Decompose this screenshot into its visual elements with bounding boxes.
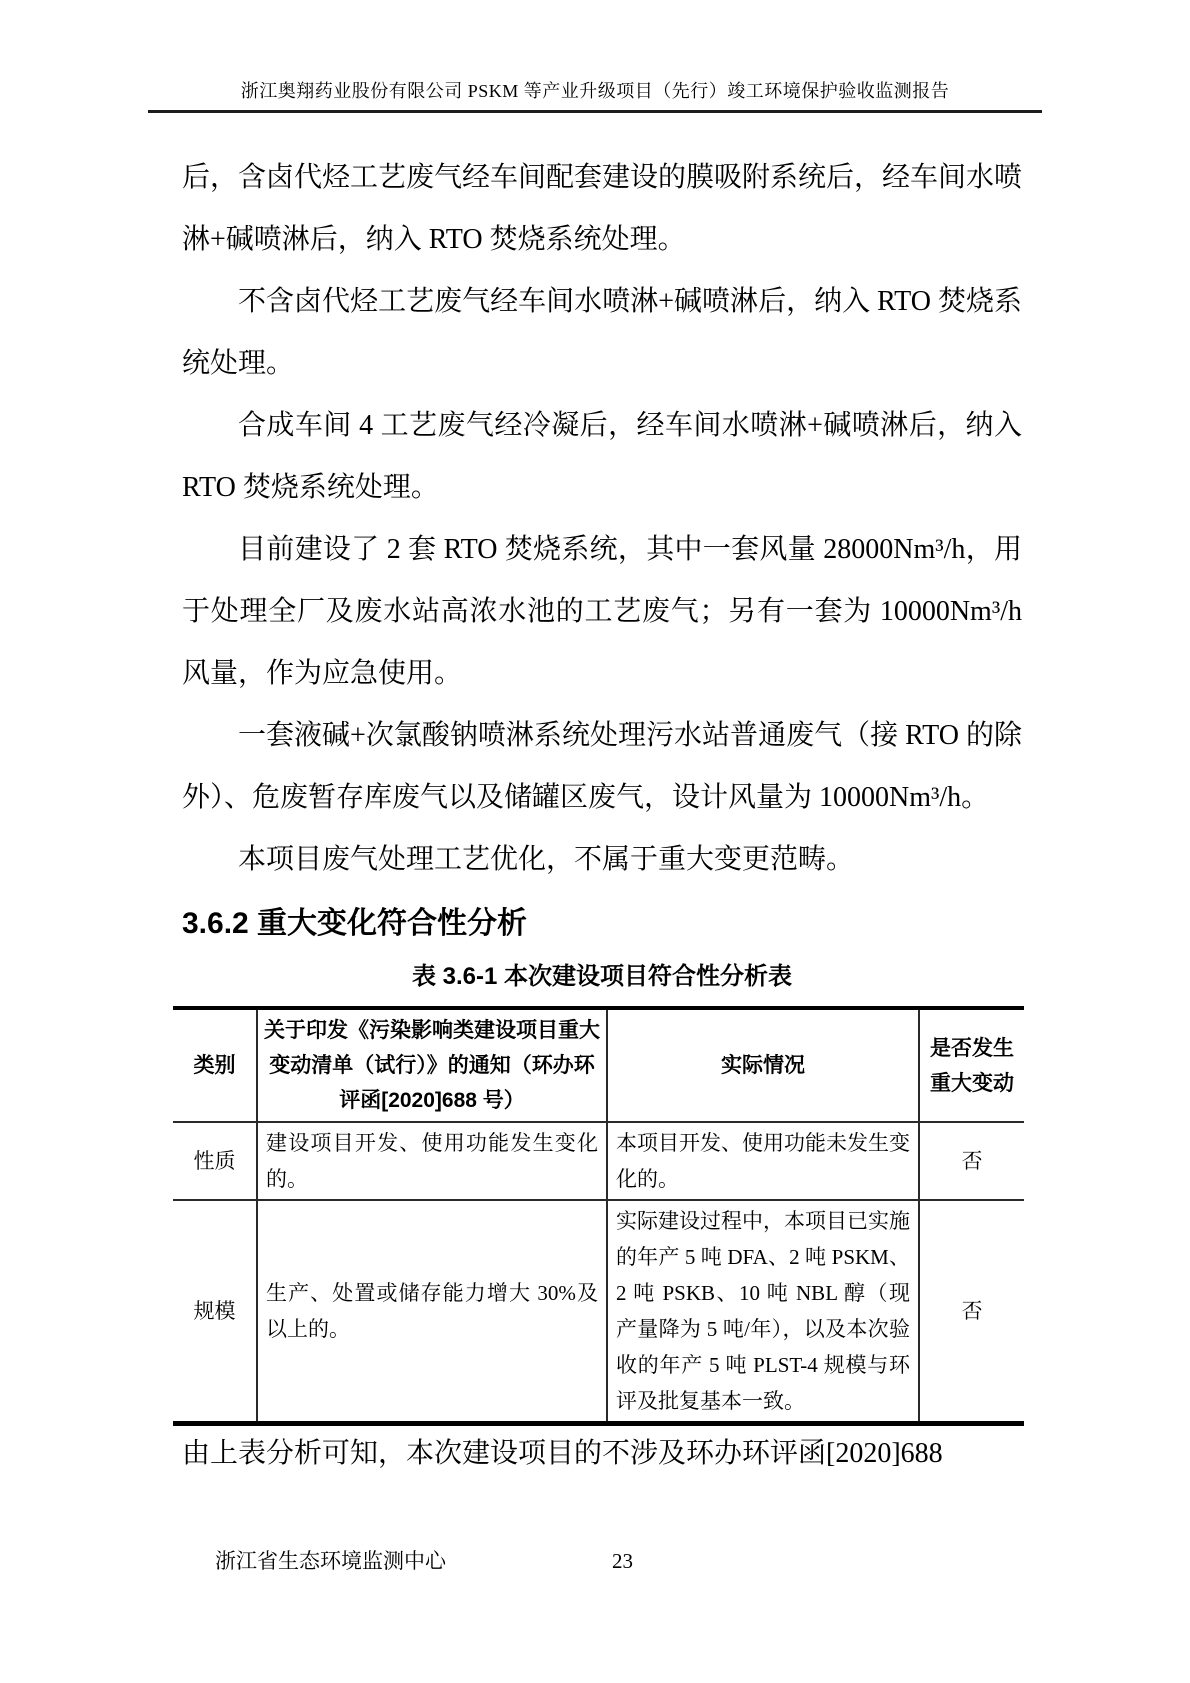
header-cell-requirement: 关于印发《污染影响类建设项目重大变动清单（试行）》的通知（环办环评函[2020]688 号） [257, 1008, 607, 1122]
closing-paragraph: 由上表分析可知，本次建设项目的不涉及环办环评函[2020]688 [182, 1438, 943, 1469]
body-paragraph: 合成车间 4 工艺废气经冷凝后，经车间水喷淋+碱喷淋后，纳入 RTO 焚烧系统处理。 [182, 410, 1022, 503]
table-row [173, 1122, 1024, 1200]
cell-actual: 实际建设过程中，本项目已实施的年产 5 吨 DFA、2 吨 PSKM、2 吨 PSKB、10 吨 NBL 醇（现产量降为 5 吨/年），以及本次验收的年产 5 吨 PLST-4 规模与环评及批复基本一致。 [607, 1200, 919, 1424]
page-number: 23 [612, 1549, 633, 1573]
body-paragraph: 不含卤代烃工艺废气经车间水喷淋+碱喷淋后，纳入 RTO 焚烧系统处理。 [182, 286, 1022, 379]
table-header-row [173, 1008, 1024, 1122]
header-cell-category: 类别 [193, 1054, 236, 1077]
running-header-title: 浙江奥翔药业股份有限公司 PSKM 等产业升级项目（先行）竣工环境保护验收监测报告 [240, 81, 950, 101]
section-heading: 3.6.2 重大变化符合性分析 [182, 907, 528, 940]
cell-major-change: 否 [919, 1122, 1024, 1200]
page-header [148, 0, 1042, 113]
header-cell-major-change: 是否发生重大变动 [919, 1008, 1024, 1122]
body-paragraph: 目前建设了 2 套 RTO 焚烧系统，其中一套风量 28000Nm³/h，用于处理全厂及废水站高浓水池的工艺废气；另有一套为 10000Nm³/h 风量，作为应急使用。 [182, 534, 1022, 689]
body-paragraph: 一套液碱+次氯酸钠喷淋系统处理污水站普通废气（接 RTO 的除外）、危废暂存库废气以及储罐区废气，设计风量为 10000Nm³/h。 [182, 720, 1022, 813]
footer-organization: 浙江省生态环境监测中心 [215, 1549, 446, 1573]
cell-major-change: 否 [919, 1200, 1024, 1424]
cell-category: 规模 [173, 1200, 257, 1424]
cell-requirement: 生产、处置或储存能力增大 30%及以上的。 [257, 1200, 607, 1424]
table-row [173, 1200, 1024, 1424]
body-paragraph: 后，含卤代烃工艺废气经车间配套建设的膜吸附系统后，经车间水喷淋+碱喷淋后，纳入 RTO 焚烧系统处理。 [182, 162, 1023, 255]
document-content [182, 147, 1022, 1474]
compliance-table [173, 1006, 1024, 1426]
cell-actual: 本项目开发、使用功能未发生变化的。 [607, 1122, 919, 1200]
cell-category: 性质 [173, 1122, 257, 1200]
cell-requirement: 建设项目开发、使用功能发生变化的。 [257, 1122, 607, 1200]
body-paragraphs [182, 147, 1022, 891]
body-paragraph: 本项目废气处理工艺优化，不属于重大变更范畴。 [238, 844, 855, 875]
table-caption: 表 3.6-1 本次建设项目符合性分析表 [411, 963, 793, 990]
header-cell-actual: 实际情况 [607, 1008, 919, 1122]
